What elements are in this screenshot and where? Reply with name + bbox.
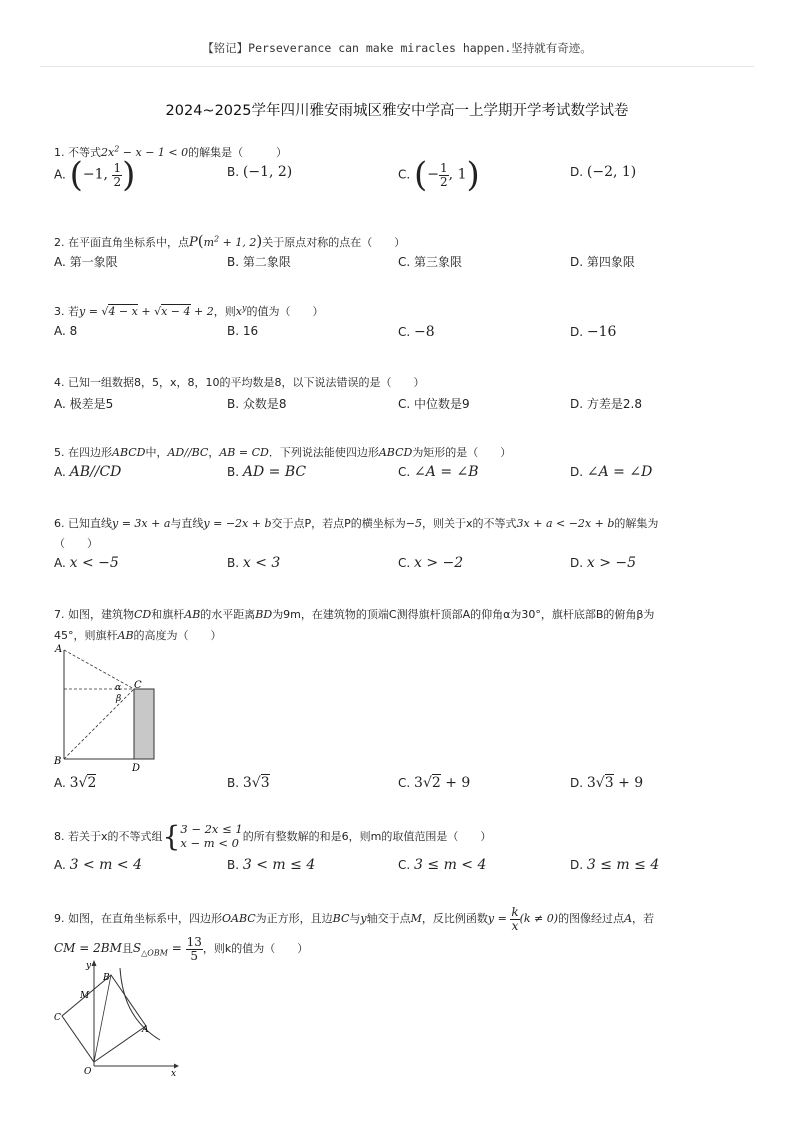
- question-1-stem: 1. 不等式$2x^2 - x - 1 < 0$的解集是（ ）: [54, 144, 288, 159]
- sightline-cb: [64, 689, 134, 759]
- question-1-option-b[interactable]: B. (−1, 2): [227, 164, 293, 180]
- question-7-stem-line2: 45°，则旗杆AB的高度为（ ）: [54, 629, 222, 642]
- question-4-option-d[interactable]: D. 方差是2.8: [570, 397, 642, 411]
- question-5-option-a[interactable]: A. AB//CD: [54, 464, 122, 480]
- label-a: A: [55, 644, 63, 655]
- question-1-option-a[interactable]: A. (−1, $\frac{1}{2}$ ): [54, 155, 136, 195]
- question-2-option-c[interactable]: C. 第三象限: [398, 255, 463, 269]
- sightline-ca: [64, 650, 134, 689]
- question-7-option-a[interactable]: A. 3√2: [54, 775, 97, 791]
- label-o: O: [84, 1067, 92, 1076]
- label-a: A: [142, 1025, 149, 1035]
- question-7-option-c[interactable]: C. 3√2 + 9: [398, 775, 471, 791]
- question-3-stem: 3. 若y = √4 − x + √x − 4 + 2，则$x^y$的值为（ ）: [54, 303, 324, 318]
- question-8-option-c[interactable]: C. 3 ≤ m < 4: [398, 857, 487, 873]
- label-b: B: [54, 756, 62, 767]
- label-x: x: [171, 1069, 177, 1076]
- question-9-figure: [50, 958, 180, 1076]
- x-axis-arrow: [174, 1064, 179, 1069]
- question-4-option-c[interactable]: C. 中位数是9: [398, 397, 470, 411]
- label-d: D: [132, 763, 141, 774]
- question-4-option-a[interactable]: A. 极差是5: [54, 397, 114, 411]
- question-8-stem: 8. 若关于x的不等式组{ 3 − 2x ≤ 1 x − m < 0 的所有整数解的和是6，则m的取值范围是（ ）: [54, 820, 492, 853]
- question-2-option-b[interactable]: B. 第二象限: [227, 255, 291, 269]
- question-8-option-a[interactable]: A. 3 < m < 4: [54, 857, 142, 873]
- header-divider: [40, 66, 754, 67]
- square-oabc: [62, 975, 146, 1062]
- question-3-option-d[interactable]: D. −16: [570, 324, 617, 340]
- question-3-option-b[interactable]: B. 16: [227, 324, 259, 338]
- q1-inequality: $2x^2 - x - 1 < 0$: [101, 144, 189, 159]
- label-y: y: [86, 961, 92, 971]
- label-alpha: α: [115, 683, 122, 693]
- header-motto: 【铭记】Perseverance can make miracles happen.坚持就有奇迹。: [202, 41, 592, 55]
- question-3-option-c[interactable]: C. −8: [398, 324, 435, 340]
- question-7-figure: [52, 644, 162, 774]
- segment-ob: [94, 975, 111, 1062]
- question-6-option-a[interactable]: A. x < −5: [54, 555, 119, 571]
- question-5-option-b[interactable]: B. AD = BC: [227, 464, 307, 480]
- label-c: C: [54, 1013, 61, 1023]
- building-cd: [134, 689, 154, 759]
- question-5-stem: 5. 在四边形ABCD中，AD//BC，AB = CD．下列说法能使四边形ABCD为矩形的是（ ）: [54, 446, 512, 459]
- question-8-option-b[interactable]: B. 3 < m ≤ 4: [227, 857, 316, 873]
- question-4-option-b[interactable]: B. 众数是8: [227, 397, 287, 411]
- question-1-option-c[interactable]: C. (− $\frac{1}{2}$ , 1): [398, 155, 480, 195]
- question-1-option-d[interactable]: D. (−2, 1): [570, 164, 637, 180]
- label-c: C: [134, 680, 142, 691]
- question-6-option-d[interactable]: D. x > −5: [570, 555, 637, 571]
- question-3-option-a[interactable]: A. 8: [54, 324, 78, 338]
- question-2-option-d[interactable]: D. 第四象限: [570, 255, 635, 269]
- label-m: M: [80, 991, 90, 1001]
- question-9-stem-line2: CM = 2BM且$S_{\triangle OBM}$ = $\frac{13}{5}$ ，则k的值为（ ）: [54, 935, 309, 963]
- question-5-option-c[interactable]: C. ∠A = ∠B: [398, 464, 479, 480]
- question-6-stem-line2: （ ）: [54, 537, 98, 550]
- question-2-option-a[interactable]: A. 第一象限: [54, 255, 118, 269]
- label-b: B: [103, 973, 110, 983]
- question-6-option-b[interactable]: B. x < 3: [227, 555, 281, 571]
- question-6-option-c[interactable]: C. x > −2: [398, 555, 464, 571]
- question-2-stem: 2. 在平面直角坐标系中，点$P(m^2 + 1$, 2)关于原点对称的点在（ ）: [54, 232, 406, 250]
- page-title: 2024~2025学年四川雅安雨城区雅安中学高一上学期开学考试数学试卷: [165, 103, 629, 119]
- question-4-stem: 4. 已知一组数据8，5，x，8，10的平均数是8，以下说法错误的是（ ）: [54, 376, 425, 389]
- y-axis-arrow: [92, 960, 97, 966]
- hyperbola-curve: [120, 968, 160, 1040]
- question-9-stem: 9. 如图，在直角坐标系中，四边形OABC为正方形，且边BC与y轴交于点M，反比例函数y = $\frac{k}{x}$ (k ≠ 0)的图像经过点A，若: [54, 905, 655, 933]
- question-5-option-d[interactable]: D. ∠A = ∠D: [570, 464, 653, 480]
- question-7-stem: 7. 如图，建筑物CD和旗杆AB的水平距离BD为9m，在建筑物的顶端C测得旗杆顶部A的仰角α为30°，旗杆底部B的俯角β为: [54, 608, 655, 621]
- question-6-stem: 6. 已知直线y = 3x + a与直线y = −2x + b交于点P，若点P的横坐标为−5，则关于x的不等式3x + a < −2x + b的解集为: [54, 517, 659, 530]
- question-7-option-d[interactable]: D. 3√3 + 9: [570, 775, 644, 791]
- label-beta: β: [116, 694, 122, 704]
- question-8-option-d[interactable]: D. 3 ≤ m ≤ 4: [570, 857, 660, 873]
- question-7-option-b[interactable]: B. 3√3: [227, 775, 270, 791]
